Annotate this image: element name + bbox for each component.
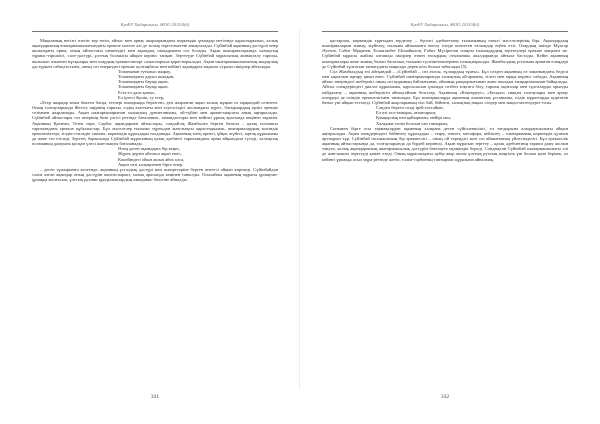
verse-line: Ел іргесі бірлік, ту етер,: [118, 94, 165, 100]
verse-line: Ел өзі тал-тамыры, ағаштарым,: [376, 110, 437, 116]
verse-line: Топанынан туғызып жырау,: [118, 68, 171, 74]
verse-line: Өлең деген ақындарға бір кеңес,: [118, 146, 181, 152]
verse-line: Топанындағы дауыл шыққан,: [118, 74, 175, 80]
paragraph: Мақаланың негізгі өзегін төр тегін, айтыс мен арнау жырларындағы көркемдік ұғымдар негізінде қарастырылып, халық ақындарының шығармашылығындағы ерекше мәселе әлі де толық зерттелмегені анықталады. Сүйінбай ақынның дәстүрлі өнер жолындағы орны, оның айтыстағы шешендігі мен ақындық тапқырлығы сөз болады. Ақын шығармаларында халықтың тұрмыс-тіршілігі, салт-дәстүрі, ұлттық болмысы айқын көрініс тапқан. Зерттеуде Сүйінбай мұрасының жинақталу тарихы, жазылып алынған нұсқалары мен олардың ерекшеліктері салыстырыла қарастырылады. Ақын шығармашылығының жыраулық дәстүрмен сабақтастығы, оның сөз өнеріндегі ерекше қолтаңбасы мен кейінгі ақындарға ықпалы туралы пікірлер айтылады.: [32, 38, 278, 69]
right-page-body: [322, 38, 568, 378]
paragraph: «Егер шырқар ағым биктеп басқа, егелері шындыққа берілген» деп жырлаған ақын халық мұңын өз мұңындай сезінген. Оның толғауларында Жетісу өңірінің тарихы, елдің азаттығы мен тәуелсіздігі жолындағы күрес, батырлардың ерлігі ерекше сезіммен жырланады. Ақын шығармаларынан халықтың дүниетанымы, ой-түйіні мен арман-мақсаты анық аңғарылады. Сүйінбай айтыстары сөз өнерінің биік үлгісі ретінде бағаланып, замандастары мен кейінгі ұрпақ арасында кеңінен тараған. Ақынның Қатаған, Тезек төре, Сарбас ақындармен айтыстары, сондай-ақ Жамбылға берген батасы – қазақ поэзиясы тарихындағы ерекше құбылыстар. Бұл мәселелер ғылыми тұрғыдан жан-жақты қарастырылып, шығармалардың мәтіндік ерекшеліктері, тілдік-стильдік сипаты, көркемдік құралдары талданады. Ақынның өлең өрнегі, ұйқас жүйесі, ырғақ құрылымы да жеке сөз етіледі. Зерттеу барысында Сүйінбай мұрасының қазақ әдебиеті тарихындағы орны айқындала түседі, халықтық поэзияның дамуына қосқан үлесі жан-жақты бағаланады.: [32, 99, 278, 147]
running-header-left: ҚазҰУ Хабаршысы. ЖОО 2015/4(б): [120, 22, 190, 27]
paragraph: Сонымен бірге осы тармақтардан ақынның халқына деген сүйіспеншілігі, ел тағдырына алаңдаушылығы айқын аңғарылады. Ақын өлеңдеріндегі бейнелеу құралдары – теңеу, эпитет, метафора, кейіптеу – шығарманың көркемдік қуатын арттырып тұр. Сүйінбай поэзиясының бір ерекшелігі – оның ой тереңдігі мен сөз айшығының үйлесімділігі. Бұл ерекшелік ақынның айтыстарында да, толғауларында да бірдей көрінеді. Ақын мұрасын зерттеу – қазақ әдебиетінің тарихи даму жолын тануға, халық ақындарының шығармашылық дәстүрін бағалауға мүмкіндік береді. Сондықтан Сүйінбай шығармашылығы әлі де жан-жақты зерттеуді қажет етеді. Оның мұрасындағы әрбір жыр жолы ұлттық рухтың мәңгілік үні болып қала бермек, ал кейінгі ұрпаққа асыл мұра ретінде жетіп, тәлім-тәрбиенің таптырмас құралына айналмақ.: [322, 125, 568, 162]
left-page: [10, 0, 300, 424]
page-number-right: 332: [440, 394, 450, 400]
paragraph: – деген тұжырымға келгенде, ақынның ұстаздық дәстүрі мен шәкірттеріне берген өнегесі айқын көрінеді. Сүйінбайдан тәлім алған ақындар оның дәстүрін жалғастырып, халық арасында кеңінен танылды. Осылайша ақынның мұрасы ұрпақтан-ұрпаққа жалғасып, ұлттық рухани құндылықтардың ажырамас бөлігіне айналды.: [32, 166, 278, 183]
left-page-body: [32, 38, 278, 378]
paragraph: қастарлап, көркемдік тұрғыдан зерделеу – бүгінгі әдебиеттану ғылымының өзекті мәселелерінің бірі. Ақындардың шығармаларын жинау, жүйелеу, ғылыми айналымға енгізу ісінде көптеген ғалымдар еңбек етті. Олардың ішінде Мұхтар Әуезов, Сәбит Мұқанов, Есмағамбет Ысмайылов, Ғабит Мүсірепов сияқты ғалымдардың зерттеулері ерекше маңызға ие. Сүйінбай мұрасы жайлы алғашқы пікірлер өткен ғасырдың отызыншы жылдарында айтыла бастады. Кейін ақынның шығармалары жеке жинақ болып басылып, ғылыми түсініктемелермен толықтырылды. Жамбылдың ұстазына арнаған өлеңдері де Сүйінбай тұлғасын танытудағы маңызды дерек көзі болып табылады [5].: [322, 38, 568, 69]
header-rule-right: [322, 31, 568, 32]
running-header-right: ҚазҰУ Хабаршысы. ЖОО 2015/4(б): [410, 22, 480, 27]
verse-line: Қамқорлық пен қайырымы, мейірі мол,: [376, 115, 452, 121]
verse-line: Топанындағы бауыр ақын,: [118, 84, 169, 90]
paragraph: Сол Жамбылдың өзі айтқандай – «Сүйінбай – сөз атасы, тұлпардың тұяғы». Бұл сөзден ақынның өз заманындағы беделі мен ықпалын аңғару қиын емес. Сүйінбай шығармаларында халықтың ой-арманы, тілегі мен мұңы көрініс табады. Ақынның айтыс өнеріндегі шеберлігі оның сөз қорының байлығынан, ойының ұшқырлығынан және жылдам тапқырлығынан байқалады. Айтыс өлеңдеріндегі диалог құрылымы, қарсыласын ұтымды сөзбен тоқтата білу, тарихи оқиғалар мен тұлғаларды орынды пайдалану – ақынның шеберлігін айғақтайтын белгілер. Ақынның «Көкемдеуі», «Бесқыз» сияқты толғаулары мен арнау өлеңдері де өзіндік ерекшелігімен танылады. Бұл шығармаларда ақынның азаматтық ұстанымы, елдік мұраттарды қорғаған батыл үні айқын естіледі. Сүйінбай жырларының тілі бай, бейнелі, халықтық нақыл сөздер мен мақал-мәтелдерге толы.: [322, 68, 568, 105]
verse-line: Ақын сөзі халықпенен бірге өнер.: [118, 161, 184, 167]
verse-line: Көкейіндегі ойын ашып айта алса,: [118, 156, 185, 162]
header-rule-left: [32, 31, 278, 32]
verse-line: Халқыма сөзім болсын сан тамырым,: [376, 120, 448, 126]
verse-line: Егіл-ел дала қоныс,: [118, 89, 156, 95]
verse-line: Жүрек дертін айтпаса ақын емес,: [118, 151, 182, 157]
page-number-left: 331: [150, 394, 160, 400]
verse-line: Топанындағы бауыр ақын,: [118, 79, 169, 85]
verse-line: Сәндеп бергеп сөзді ірей тастайын,: [376, 105, 444, 111]
right-page: [300, 0, 590, 424]
